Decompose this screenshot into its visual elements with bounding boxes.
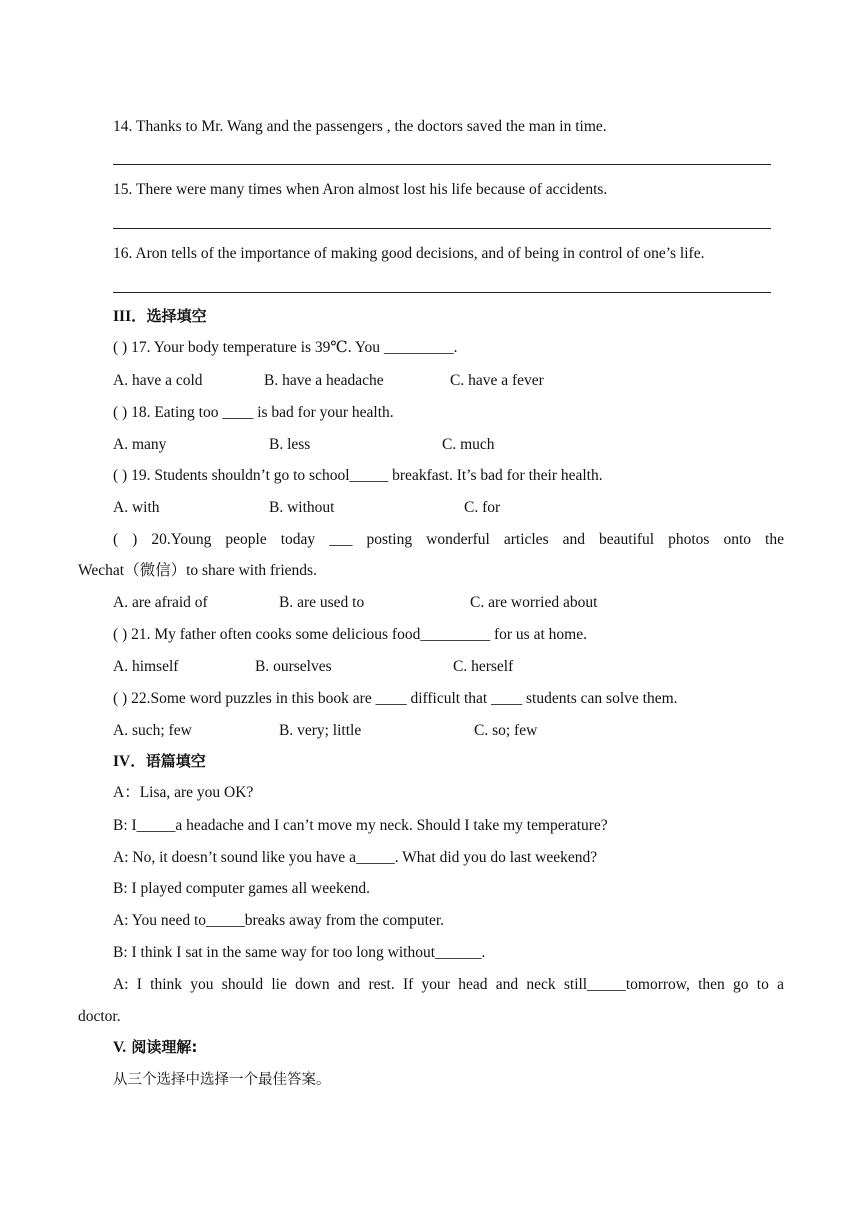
question-20-line-2 (78, 561, 317, 581)
dialogue-line-6: B: I think I sat in the same way for too long without______. (113, 944, 486, 961)
answer-line-15 (113, 228, 771, 229)
q19-option-a: A. with (113, 499, 160, 516)
section-4-title: 语篇填空 (145, 752, 206, 770)
question-19: ( ) 19. Students shouldn’t go to school_____ breakfast. It’s bad for their health. (113, 467, 603, 484)
q20-option-a: A. are afraid of (113, 594, 208, 611)
q18-option-a: A. many (113, 436, 167, 453)
q22-option-a: A. such; few (113, 722, 192, 739)
section-5-number: V. (113, 1039, 127, 1056)
q21-option-c: C. herself (453, 658, 514, 675)
question-20-line-2-text: Wechat（微信）to share with friends. (78, 562, 317, 579)
q21-option-a: A. himself (113, 658, 179, 675)
q22-option-b: B. very; little (279, 722, 362, 739)
question-17: ( ) 17. Your body temperature is 39℃. You _________. (113, 339, 458, 356)
dialogue-line-4: B: I played computer games all weekend. (113, 880, 370, 897)
question-22: ( ) 22.Some word puzzles in this book are ____ difficult that ____ students can solve them. (113, 690, 678, 707)
section-3-number: III． (113, 308, 147, 325)
dialogue-line-2: B: I_____a headache and I can’t move my neck. Should I take my temperature? (113, 817, 608, 834)
section-5-heading (113, 1037, 197, 1058)
section-5-instruction: 从三个选择中选择一个最佳答案。 (113, 1072, 331, 1088)
q18-option-c: C. much (442, 436, 495, 453)
q19-option-b: B. without (269, 499, 335, 516)
q20-option-c: C. are worried about (470, 594, 598, 611)
q17-option-b: B. have a headache (264, 372, 384, 389)
q21-option-b: B. ourselves (255, 658, 332, 675)
dialogue-line-7: A: I think you should lie down and rest. If your head and neck still_____tomorrow, then go to a (113, 976, 784, 993)
q17-option-a: A. have a cold (113, 372, 203, 389)
question-14: 14. Thanks to Mr. Wang and the passengers , the doctors saved the man in time. (113, 118, 607, 135)
dialogue-line-3: A: No, it doesn’t sound like you have a_____. What did you do last weekend? (113, 849, 598, 866)
question-15: 15. There were many times when Aron almost lost his life because of accidents. (113, 181, 608, 198)
q18-option-b: B. less (269, 436, 311, 453)
q22-option-c: C. so; few (474, 722, 538, 739)
section-5-title: 阅读理解: (131, 1038, 198, 1056)
answer-line-16 (113, 292, 771, 293)
q20-option-b: B. are used to (279, 594, 365, 611)
question-18: ( ) 18. Eating too ____ is bad for your health. (113, 404, 394, 421)
dialogue-line-7-cont: doctor. (78, 1008, 121, 1025)
q17-option-c: C. have a fever (450, 372, 544, 389)
section-3-title: 选择填空 (146, 307, 207, 325)
section-4-number: IV． (113, 753, 146, 770)
answer-line-14 (113, 164, 771, 165)
question-20-line-1: ( ) 20.Young people today ___ posting wonderful articles and beautiful photos onto the (113, 531, 784, 548)
question-16: 16. Aron tells of the importance of making good decisions, and of being in control of one’s life. (113, 245, 705, 262)
section-4-heading (113, 751, 206, 772)
q19-option-c: C. for (464, 499, 501, 516)
section-3-heading (113, 306, 207, 327)
dialogue-line-5: A: You need to_____breaks away from the computer. (113, 912, 445, 929)
dialogue-line-1: A：Lisa, are you OK? (113, 784, 254, 801)
question-21: ( ) 21. My father often cooks some delicious food_________ for us at home. (113, 626, 587, 643)
